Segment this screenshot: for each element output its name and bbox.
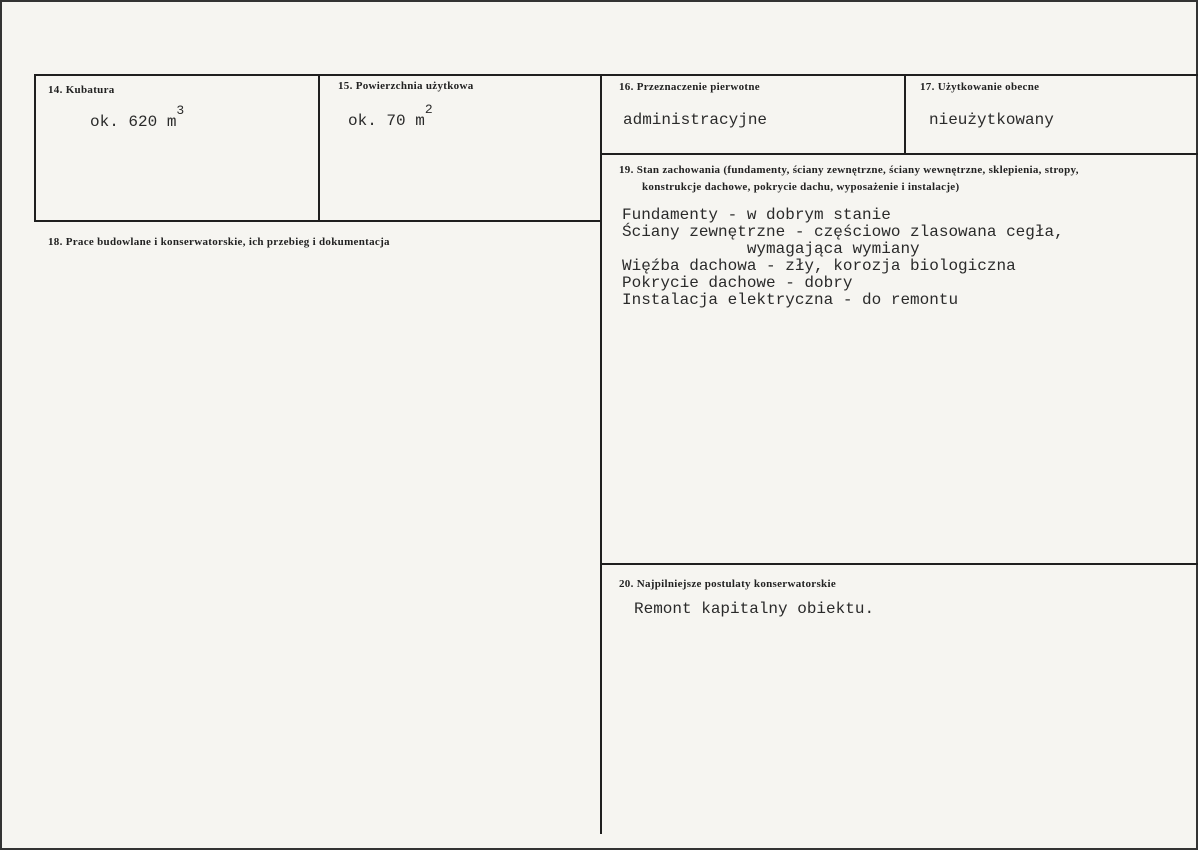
label-stan-zachowania-1: 19. Stan zachowania (fundamenty, ściany zewnętrzne, ściany wewnętrzne, sklepienia, stropy, (619, 164, 1079, 176)
rule-right-lower (602, 563, 1198, 565)
stan-line-5: Pokrycie dachowe - dobry (622, 274, 853, 292)
value-postulaty: Remont kapitalny obiektu. (634, 600, 875, 618)
stan-line-6: Instalacja elektryczna - do remontu (622, 291, 959, 309)
rule-center (600, 74, 602, 834)
rule-left-edge (34, 74, 36, 222)
label-stan-zachowania-2: konstrukcje dachowe, pokrycie dachu, wyposażenie i instalacje) (642, 181, 960, 193)
value-powierzchnia: ok. 70 $m^2$ (348, 102, 433, 130)
label-postulaty: 20. Najpilniejsze postulaty konserwatorskie (619, 578, 837, 590)
rule-right-upper (602, 153, 1198, 155)
stan-line-3: wymagająca wymiany (622, 240, 920, 258)
stan-line-2: Ściany zewnętrzne - częściowo zlasowana cegła, (622, 223, 1064, 241)
top-rule (34, 74, 1198, 76)
stan-line-4: Więźba dachowa - zły, korozja biologiczna (622, 257, 1016, 275)
value-przeznaczenie: administracyjne (623, 111, 768, 129)
value-kubatura: ok. 620 $m^3$ (90, 103, 185, 131)
label-przeznaczenie: 16. Przeznaczenie pierwotne (619, 81, 760, 93)
label-uzytkowanie: 17. Użytkowanie obecne (920, 81, 1040, 93)
label-kubatura: 14. Kubatura (48, 84, 115, 96)
label-powierzchnia: 15. Powierzchnia użytkowa (338, 80, 474, 92)
rule-col-15 (318, 74, 320, 222)
label-prace-budowlane: 18. Prace budowlane i konserwatorskie, ich przebieg i dokumentacja (48, 236, 390, 248)
stan-line-1: Fundamenty - w dobrym stanie (622, 206, 891, 224)
value-uzytkowanie: nieużytkowany (929, 111, 1054, 129)
rule-col-17 (904, 74, 906, 154)
